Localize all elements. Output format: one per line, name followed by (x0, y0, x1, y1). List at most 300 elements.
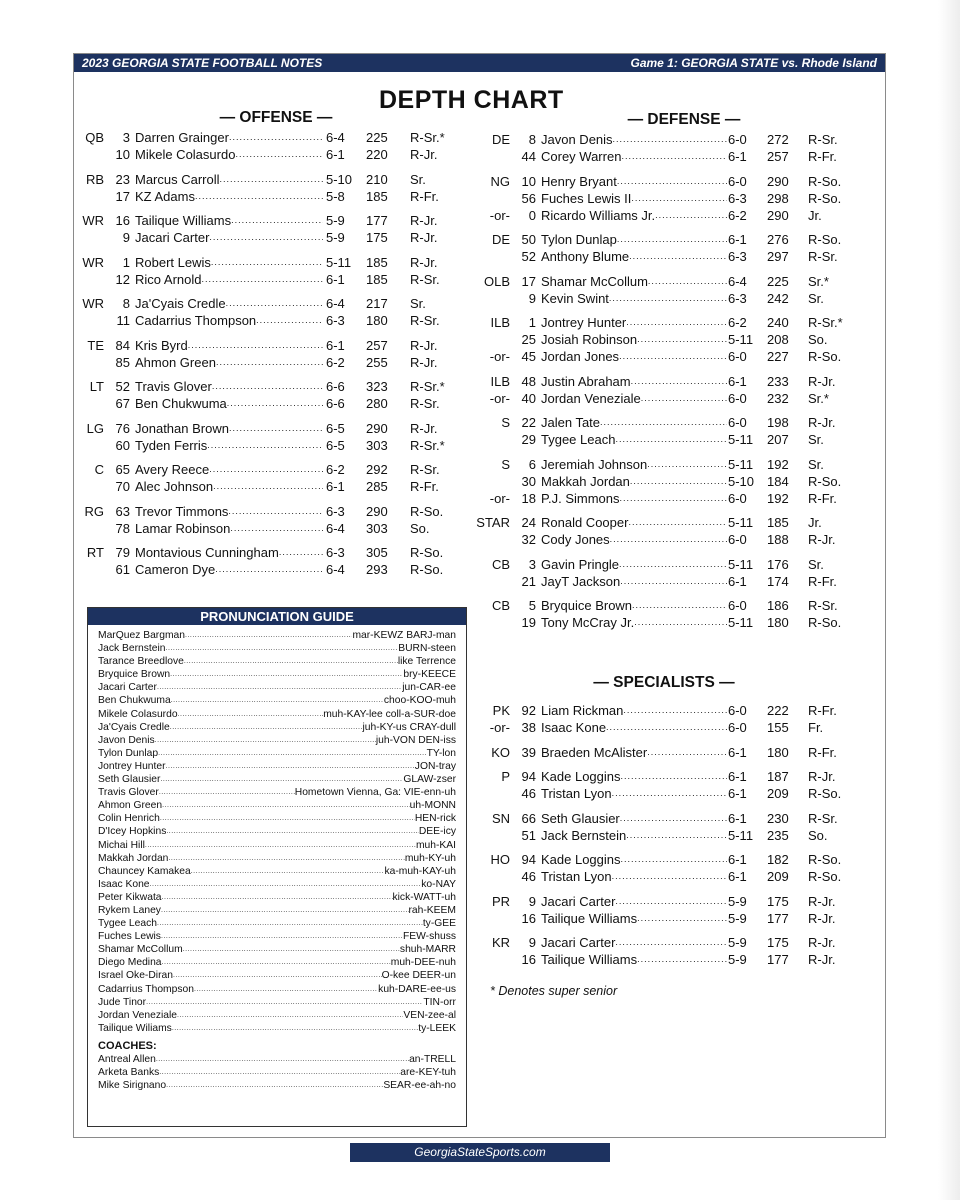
player-name-leader (135, 503, 323, 520)
player-name-leader (541, 514, 727, 531)
class-year: R-So. (808, 786, 842, 801)
leader-dots (166, 760, 415, 773)
position: STAR (476, 515, 510, 530)
jersey-number: 17 (521, 273, 536, 289)
height: 6-0 (728, 415, 747, 430)
player-row (480, 614, 880, 631)
player-name-leader (135, 561, 323, 578)
leader-dots (159, 786, 295, 799)
player-name: Anthony Blume (541, 249, 630, 264)
jersey-number: 11 (116, 313, 130, 328)
leader-dots (211, 254, 323, 271)
pronunciation-entry (88, 812, 466, 825)
player-name-leader (541, 702, 727, 719)
player-name: Montavious Cunningham (135, 545, 279, 560)
player-name-leader (541, 893, 727, 910)
leader-dots (157, 681, 402, 694)
weight: 232 (767, 390, 789, 406)
leader-dots (600, 414, 727, 431)
pronunciation-entry (88, 956, 466, 969)
player-row (480, 273, 880, 290)
height: 6-0 (728, 490, 747, 506)
leader-dots (631, 190, 727, 207)
leader-dots (161, 930, 403, 943)
pronunciation-name: Tarance Breedlove (98, 656, 184, 668)
player-name: Javon Denis (541, 132, 613, 147)
row-gap (480, 885, 880, 893)
leader-dots (228, 503, 323, 520)
pronunciation-entry (88, 983, 466, 996)
player-name-leader (135, 271, 323, 288)
leader-dots (216, 354, 323, 371)
player-name-leader (541, 951, 727, 968)
player-row (480, 373, 880, 390)
weight: 185 (366, 271, 388, 287)
right-edge-shadow (938, 0, 960, 1200)
height: 6-0 (728, 132, 747, 147)
player-name: Robert Lewis (135, 254, 211, 270)
pronunciation-entry (88, 655, 466, 668)
pronunciation-entry (88, 708, 466, 721)
jersey-number: 66 (521, 810, 536, 826)
jersey-number: 52 (115, 379, 130, 394)
jersey-number: 29 (521, 432, 536, 447)
class-year: R-Jr. (410, 147, 438, 162)
class-year: Sr. (808, 456, 824, 472)
height: 6-3 (326, 545, 345, 560)
position: PR (491, 893, 510, 909)
player-name: Tailique Williams (541, 910, 638, 926)
player-name-leader (135, 354, 323, 371)
leader-dots (230, 520, 323, 537)
weight: 208 (767, 332, 789, 347)
player-name-leader (135, 171, 323, 188)
leader-dots (215, 561, 323, 578)
leader-dots (213, 478, 323, 495)
class-year: R-So. (808, 869, 842, 884)
player-row (74, 420, 474, 437)
height: 6-2 (728, 315, 747, 330)
player-row (480, 744, 880, 761)
jersey-number: 63 (115, 503, 130, 519)
player-name: Mikele Colasurdo (135, 147, 236, 162)
pronunciation-entry (88, 996, 466, 1009)
coaches-list (88, 1053, 466, 1092)
player-name: Kade Loggins (541, 769, 621, 784)
leader-dots (613, 131, 727, 148)
height: 6-2 (728, 207, 747, 223)
class-year: R-Jr. (808, 935, 836, 950)
weight: 186 (767, 598, 789, 613)
weight: 225 (767, 273, 789, 289)
player-row (476, 514, 880, 531)
weight: 185 (366, 188, 388, 204)
class-year: Jr. (808, 207, 822, 223)
player-row (74, 337, 474, 354)
jersey-number: 10 (115, 147, 130, 162)
row-gap (74, 163, 474, 171)
height: 6-1 (728, 786, 747, 801)
player-row (480, 785, 880, 802)
class-year: So. (808, 827, 828, 843)
pronunciation-phonetic: TY-lon (426, 747, 456, 759)
leader-dots (626, 314, 727, 331)
class-year: Sr. (410, 171, 426, 187)
leader-dots (162, 799, 410, 812)
pronunciation-entry (88, 629, 466, 642)
height: 5-11 (728, 615, 754, 630)
height: 5-9 (728, 910, 747, 926)
pronunciation-name: D'Icey Hopkins (98, 826, 167, 838)
position: WR (82, 254, 104, 270)
height: 5-11 (728, 456, 754, 472)
player-name: Gavin Pringle (541, 556, 620, 572)
height: 6-0 (728, 532, 747, 547)
jersey-number: 94 (521, 852, 536, 867)
jersey-number: 38 (521, 720, 536, 735)
position: LT (89, 379, 104, 394)
class-year: R-Jr. (410, 254, 438, 270)
leader-dots (170, 721, 363, 734)
player-name-leader (541, 248, 727, 265)
player-name-leader (135, 146, 323, 163)
player-name: Kris Byrd (135, 337, 188, 353)
pronunciation-phonetic: bry-KEECE (403, 669, 456, 681)
leader-dots (617, 231, 727, 248)
player-row (480, 490, 880, 507)
pronunciation-entry (88, 734, 466, 747)
player-row (480, 190, 880, 207)
player-row (480, 702, 880, 719)
player-name-leader (135, 312, 323, 329)
class-year: R-Fr. (410, 479, 439, 494)
player-name-leader (135, 395, 323, 412)
jersey-number: 16 (521, 952, 536, 967)
player-name-leader (135, 378, 323, 395)
pronunciation-phonetic: kick-WATT-uh (392, 891, 456, 903)
pronunciation-entry (88, 668, 466, 681)
weight: 198 (767, 415, 789, 430)
player-name: Cody Jones (541, 532, 610, 547)
player-name: Marcus Carroll (135, 171, 220, 187)
pronunciation-name: Jacari Carter (98, 682, 157, 694)
position: S (501, 415, 510, 430)
weight: 209 (767, 869, 789, 884)
jersey-number: 78 (115, 520, 130, 536)
player-name: Shamar McCollum (541, 273, 648, 289)
player-name-leader (541, 597, 727, 614)
class-year: R-Sr.* (410, 437, 445, 453)
weight: 177 (366, 213, 388, 228)
player-row (74, 503, 474, 520)
height: 6-6 (326, 379, 345, 394)
player-name-leader (541, 231, 727, 248)
class-year: Sr.* (808, 390, 829, 406)
leader-dots (171, 694, 384, 707)
jersey-number: 84 (115, 337, 130, 353)
position: KO (491, 744, 510, 760)
player-name: Ronald Cooper (541, 515, 629, 530)
row-gap (74, 288, 474, 296)
height: 6-3 (728, 190, 747, 206)
weight: 210 (366, 171, 388, 187)
player-row (480, 431, 880, 448)
leader-dots (229, 129, 323, 146)
class-year: R-So. (808, 852, 842, 867)
weight: 209 (767, 786, 789, 801)
player-name-leader (135, 520, 323, 537)
player-name: Bryquice Brown (541, 598, 633, 613)
player-row (480, 719, 880, 736)
footer-website: GeorgiaStateSports.com (350, 1143, 610, 1162)
jersey-number: 24 (521, 515, 536, 530)
player-name-leader (135, 437, 323, 454)
leader-dots (160, 773, 403, 786)
height: 6-0 (728, 703, 747, 718)
leader-dots (637, 331, 727, 348)
player-name: Tailique Williams (541, 952, 638, 967)
player-name-leader (541, 531, 727, 548)
row-gap (480, 307, 880, 315)
position: ILB (490, 315, 510, 330)
class-year: So. (808, 332, 828, 347)
pronunciation-entry (88, 878, 466, 891)
jersey-number: 79 (115, 545, 130, 560)
player-row (480, 893, 880, 910)
player-name: Ben Chukwuma (135, 396, 227, 411)
leader-dots (166, 1079, 383, 1092)
player-row (480, 851, 880, 868)
offense-depth-chart (74, 129, 474, 578)
height: 5-11 (728, 556, 754, 572)
player-name: Tylon Dunlap (541, 232, 617, 247)
leader-dots (648, 273, 727, 290)
jersey-number: 50 (521, 232, 536, 247)
pronunciation-phonetic: ty-GEE (422, 918, 456, 930)
position: -or- (489, 720, 510, 735)
pronunciation-phonetic: an-TRELL (409, 1053, 456, 1065)
weight: 293 (366, 562, 388, 577)
player-row (74, 188, 474, 205)
player-name: Tyden Ferris (135, 437, 208, 453)
height: 6-1 (326, 271, 345, 287)
jersey-number: 40 (521, 390, 536, 406)
pronunciation-phonetic: ty-LEEK (418, 1022, 456, 1034)
pronunciation-entry (88, 1066, 466, 1079)
player-name: Jacari Carter (541, 893, 616, 909)
height: 5-9 (728, 893, 747, 909)
page-title: DEPTH CHART (379, 86, 564, 114)
jersey-number: 8 (528, 132, 536, 147)
player-row (74, 561, 474, 578)
height: 6-4 (326, 520, 345, 536)
leader-dots (220, 171, 323, 188)
class-year: R-So. (808, 615, 842, 630)
class-year: R-Sr. (808, 598, 838, 613)
weight: 220 (366, 147, 388, 162)
player-name-leader (135, 461, 323, 478)
player-row (74, 437, 474, 454)
weight: 225 (366, 130, 388, 145)
pronunciation-phonetic: choo-KOO-muh (383, 695, 456, 707)
player-name-leader (541, 290, 727, 307)
player-name-leader (135, 129, 323, 146)
row-gap (74, 537, 474, 545)
jersey-number: 1 (122, 254, 130, 270)
leader-dots (632, 597, 727, 614)
position: ILB (490, 373, 510, 389)
weight: 292 (366, 462, 388, 477)
pronunciation-phonetic: juh-VON DEN-iss (375, 734, 456, 746)
player-name: Travis Glover (135, 379, 212, 394)
height: 5-8 (326, 188, 345, 204)
pronunciation-entry (88, 930, 466, 943)
class-year: R-Jr. (410, 230, 438, 245)
row-gap (480, 407, 880, 415)
class-year: R-Sr. (808, 249, 838, 264)
leader-dots (194, 983, 378, 996)
height: 5-10 (326, 171, 353, 187)
jersey-number: 60 (115, 437, 130, 453)
leader-dots (226, 295, 323, 312)
pronunciation-phonetic: muh-KAI (415, 839, 456, 851)
height: 5-11 (728, 515, 754, 530)
pronunciation-name: Chauncey Kamakea (98, 865, 191, 877)
leader-dots (628, 514, 727, 531)
player-name: Tristan Lyon (541, 869, 612, 884)
pronunciation-name: Antreal Allen (98, 1053, 156, 1065)
leader-dots (155, 734, 376, 747)
player-row (74, 254, 474, 271)
class-year: R-Sr. (410, 271, 440, 287)
leader-dots (207, 437, 323, 454)
position: RB (85, 171, 104, 187)
class-year: R-So. (808, 349, 842, 364)
leader-dots (256, 312, 323, 329)
jersey-number: 18 (521, 490, 536, 506)
pronunciation-phonetic: BURN-steen (398, 643, 456, 655)
position: NG (490, 173, 510, 189)
height: 6-4 (326, 562, 345, 577)
height: 6-5 (326, 420, 345, 436)
height: 6-0 (728, 349, 747, 364)
leader-dots (170, 668, 403, 681)
jersey-number: 22 (521, 415, 536, 430)
player-name-leader (135, 478, 323, 495)
class-year: Fr. (808, 720, 824, 735)
pronunciation-phonetic: JON-tray (414, 760, 456, 772)
weight: 180 (767, 744, 789, 760)
pronunciation-entry (88, 969, 466, 982)
pronunciation-phonetic: FEW-shuss (402, 931, 456, 943)
pronunciation-heading: PRONUNCIATION GUIDE (88, 608, 466, 625)
height: 5-9 (728, 935, 747, 950)
pronunciation-name: Fuches Lewis (98, 931, 161, 943)
jersey-number: 8 (122, 296, 130, 311)
height: 6-1 (728, 810, 747, 826)
position: OLB (483, 273, 510, 289)
jersey-number: 61 (115, 562, 130, 577)
class-year: R-Sr.* (410, 130, 445, 145)
weight: 227 (767, 349, 789, 364)
player-name: Alec Johnson (135, 479, 214, 494)
weight: 257 (366, 337, 388, 353)
pronunciation-phonetic: ka-muh-KAY-uh (384, 865, 456, 877)
height: 6-1 (728, 869, 747, 884)
class-year: R-Fr. (808, 703, 837, 718)
pronunciation-phonetic: are-KEY-tuh (400, 1067, 456, 1078)
jersey-number: 45 (521, 349, 536, 364)
player-name: Rico Arnold (135, 271, 202, 287)
pronunciation-phonetic: uh-MONN (409, 800, 456, 812)
leader-dots (191, 865, 385, 878)
leader-dots (631, 373, 727, 390)
height: 6-0 (728, 720, 747, 735)
weight: 217 (366, 296, 388, 311)
player-row (74, 354, 474, 371)
defense-heading: — DEFENSE — (627, 111, 741, 128)
weight: 230 (767, 810, 789, 826)
pronunciation-name: Travis Glover (98, 787, 159, 799)
player-name: Darren Grainger (135, 130, 229, 145)
pronunciation-name: Bryquice Brown (98, 669, 171, 681)
pronunciation-name: Colin Henrich (98, 813, 160, 825)
player-name-leader (541, 273, 727, 290)
player-name: Jack Bernstein (541, 827, 627, 843)
weight: 290 (366, 420, 388, 436)
player-name-leader (541, 148, 727, 165)
jersey-number: 9 (528, 935, 536, 950)
jersey-number: 0 (528, 207, 536, 223)
defense-depth-chart (476, 131, 880, 631)
row-gap (480, 224, 880, 232)
header-right: Game 1: GEORGIA STATE vs. Rhode Island (630, 56, 877, 70)
class-year: R-So. (410, 545, 444, 560)
pronunciation-name: Rykem Laney (98, 904, 161, 916)
player-name-leader (541, 456, 727, 473)
jersey-number: 9 (528, 290, 536, 306)
leader-dots (655, 207, 727, 224)
pronunciation-entry (88, 786, 466, 799)
leader-dots (619, 556, 727, 573)
header-left: 2023 GEORGIA STATE FOOTBALL NOTES (82, 56, 323, 70)
jersey-number: 21 (521, 573, 536, 589)
player-name-leader (541, 868, 727, 885)
pronunciation-name: Jordan Veneziale (98, 1009, 178, 1021)
player-row (480, 290, 880, 307)
class-year: R-Jr. (808, 952, 836, 967)
pronunciation-phonetic: shuh-MARR (399, 944, 456, 956)
player-name-leader (541, 719, 727, 736)
weight: 305 (366, 545, 388, 560)
leader-dots (227, 395, 323, 412)
pronunciation-entry (88, 799, 466, 812)
weight: 177 (767, 952, 789, 967)
pronunciation-entry (88, 681, 466, 694)
pronunciation-list (88, 629, 466, 1035)
position: RG (84, 503, 104, 519)
weight: 290 (767, 207, 789, 223)
player-name: Jontrey Hunter (541, 315, 627, 330)
player-name: Tygee Leach (541, 432, 616, 447)
pronunciation-phonetic: muh-KY-uh (404, 852, 456, 864)
row-gap (480, 548, 880, 556)
position: LG (86, 420, 104, 436)
jersey-number: 94 (521, 769, 536, 784)
jersey-number: 1 (528, 315, 536, 330)
leader-dots (162, 891, 393, 904)
height: 6-1 (326, 479, 345, 494)
